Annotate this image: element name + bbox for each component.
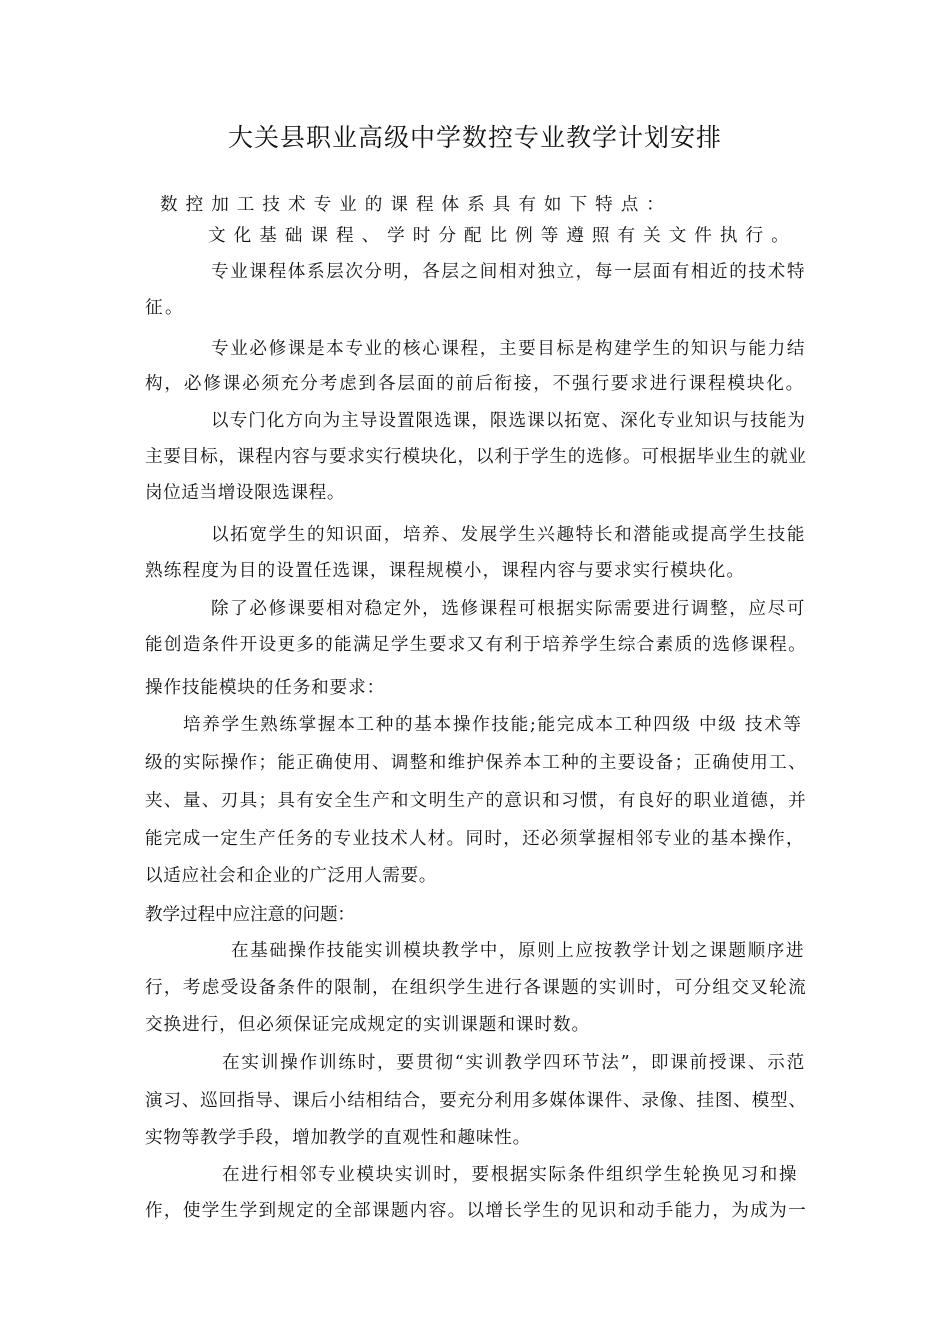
text-line: 主要目标，课程内容与要求实行模块化，以利于学生的选修。可根据毕业生的就业 <box>145 447 807 467</box>
text-line: 实物等教学手段，增加教学的直观性和趣味性。 <box>145 1128 532 1148</box>
text-line: 专业课程体系层次分明，各层之间相对独立，每一层面有相近的技术特 <box>211 262 807 282</box>
text-line: 除了必修课要相对稳定外，选修课程可根据实际需要进行调整，应尽可 <box>211 599 807 619</box>
text-line: 构，必修课必须充分考虑到各层面的前后衔接，不强行要求进行课程模块化。 <box>145 374 806 394</box>
text-line: 熟练程度为目的设置任选课，课程规模小，课程内容与要求实行模块化。 <box>145 561 746 581</box>
text-line: 作，使学生学到规定的全部课题内容。以增长学生的见识和动手能力，为成为一 <box>145 1201 807 1221</box>
text-line: 专业必修课是本专业的核心课程，主要目标是构建学生的知识与能力结 <box>211 339 807 359</box>
text-line: 培养学生熟练掌握本工种的基本操作技能;能完成本工种四级 中级 技术等 <box>183 715 803 735</box>
text-line: 夹、量、刃具；具有安全生产和文明生产的意识和习惯，有良好的职业道德，并 <box>145 791 807 811</box>
text-line: 文化基础课程、学时分配比例等遵照有关文件执行。 <box>208 226 797 246</box>
text-line: 交换进行，但必须保证完成规定的实训课题和课时数。 <box>145 1015 591 1035</box>
text-line: 岗位适当增设限选课程。 <box>145 483 346 503</box>
text-line: 以适应社会和企业的广泛用人需要。 <box>145 866 438 886</box>
text-line: 演习、巡回指导、课后小结相结合，要充分利用多媒体课件、录像、挂图、模型、 <box>145 1091 807 1111</box>
text-line: 在基础操作技能实训模块教学中，原则上应按教学计划之课题顺序进 <box>231 941 806 961</box>
text-line: 数控加工技术专业的课程体系具有如下特点： <box>160 195 672 215</box>
text-line: 以专门化方向为主导设置限选课，限选课以拓宽、深化专业知识与技能为 <box>211 411 807 431</box>
document-title: 大关县职业高级中学数控专业教学计划安排 <box>227 123 722 152</box>
text-line: 操作技能模块的任务和要求： <box>145 678 386 698</box>
text-line: 以拓宽学生的知识面，培养、发展学生兴趣特长和潜能或提高学生技能 <box>211 525 807 545</box>
text-line: 教学过程中应注意的问题： <box>145 905 355 925</box>
text-line: 能完成一定生产任务的专业技术人材。同时，还必须掌握相邻专业的基本操作， <box>145 829 805 849</box>
text-line: 征。 <box>145 298 185 318</box>
text-line: 行，考虑受设备条件的限制，在组织学生进行各课题的实训时，可分组交叉轮流 <box>145 978 807 998</box>
text-line: 能创造条件开设更多的能满足学生要求又有利于培养学生综合素质的选修课程。 <box>145 635 807 655</box>
text-line: 在实训操作训练时，要贯彻“实训教学四环节法”，即课前授课、示范 <box>222 1053 807 1073</box>
text-line: 在进行相邻专业模块实训时，要根据实际条件组织学生轮换见习和操 <box>222 1165 799 1185</box>
text-line: 级的实际操作；能正确使用、调整和维护保养本工种的主要设备；正确使用工、 <box>145 753 807 773</box>
